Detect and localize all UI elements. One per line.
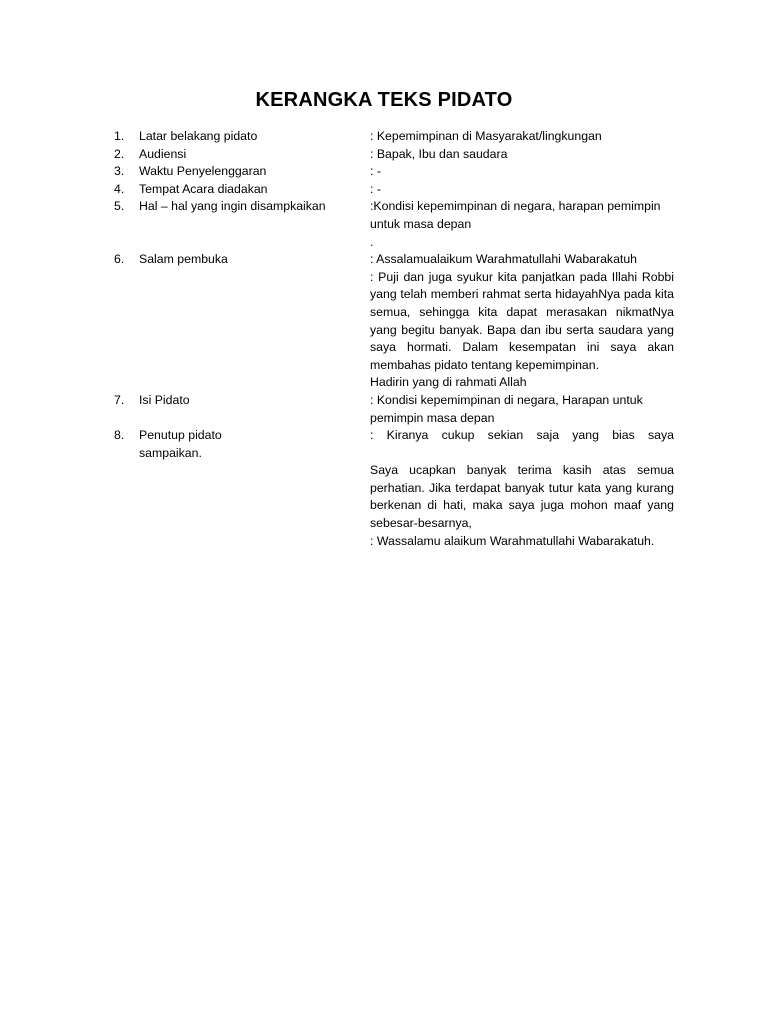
item-number: 2. <box>114 146 125 161</box>
item-label: Waktu Penyelenggaran <box>139 164 267 179</box>
item-number: 7. <box>114 392 125 407</box>
item-value <box>370 198 674 251</box>
item-number: 4. <box>114 181 125 196</box>
item-label: Tempat Acara diadakan <box>139 181 268 196</box>
item-label: Isi Pidato <box>139 392 190 407</box>
item-value-text: : Kepemimpinan di Masyarakat/lingkungan <box>370 129 602 143</box>
item-label: Latar belakang pidato <box>139 129 258 143</box>
item-value-text: : Kondisi kepemimpinan di negara, Harapan untuk pemimpin masa depan <box>370 392 643 425</box>
item-value-text: Hadirin yang di rahmati Allah <box>370 375 527 390</box>
item-number: 5. <box>114 199 125 214</box>
item-value-text: : - <box>370 164 381 179</box>
outline-item-2 <box>0 146 768 164</box>
item-value-text: . <box>370 234 374 249</box>
outline-item-6 <box>0 251 768 392</box>
item-value-text: : Assalamualaikum Warahmatullahi Wabarakatuh <box>370 252 638 267</box>
item-value <box>370 163 674 181</box>
outline-item-4 <box>0 181 768 199</box>
item-label: Salam pembuka <box>139 252 228 267</box>
item-value <box>370 251 674 392</box>
outline-item-5 <box>0 198 768 251</box>
document-title: KERANGKA TEKS PIDATO <box>255 89 513 111</box>
item-value <box>370 146 674 164</box>
item-value-text: : Kiranya cukup sekian saja yang bias saya <box>370 428 674 443</box>
outline-item-8 <box>0 427 768 550</box>
item-value-paragraph: : Puji dan juga syukur kita panjatkan pada Illahi Robbi yang telah memberi rahmat serta hidayahNya pada kita semua, sehingga kita dapat merasakan nikmatNya yang begitu banyak. Bapa dan ibu serta saudara yang saya hormati. Dalam kesempatan ini saya akan membahas pidato tentang kepemimpinan. <box>370 269 674 372</box>
item-value-text: : Wassalamu alaikum Warahmatullahi Wabarakatuh. <box>370 533 655 548</box>
item-value <box>370 128 674 146</box>
item-value <box>370 392 674 427</box>
item-value-paragraph: Saya ucapkan banyak terima kasih atas semua perhatian. Jika terdapat banyak tutur kata yang kurang berkenan di hati, maka saya juga mohon maaf yang sebesar-besarnya, <box>370 463 674 531</box>
item-value-spacer <box>370 445 674 463</box>
outline-item-7 <box>0 392 768 427</box>
item-value-text: :Kondisi kepemimpinan di negara, harapan pemimpin untuk masa depan <box>370 199 661 231</box>
item-number: 1. <box>114 129 125 143</box>
item-value-text: : Bapak, Ibu dan saudara <box>370 146 508 161</box>
item-number: 6. <box>114 252 125 267</box>
item-number: 8. <box>114 428 125 443</box>
outline-item-1 <box>0 128 768 146</box>
outline-item-3 <box>0 163 768 181</box>
item-value-text: : - <box>370 181 381 196</box>
item-value <box>370 181 674 199</box>
item-label: Penutup pidato <box>139 428 222 443</box>
item-label: Audiensi <box>139 146 187 161</box>
outline-list <box>0 128 768 550</box>
item-number: 3. <box>114 164 125 179</box>
item-label-continuation: sampaikan. <box>139 445 202 460</box>
item-value <box>370 427 674 550</box>
item-label: Hal – hal yang ingin disampkaikan <box>139 199 326 214</box>
